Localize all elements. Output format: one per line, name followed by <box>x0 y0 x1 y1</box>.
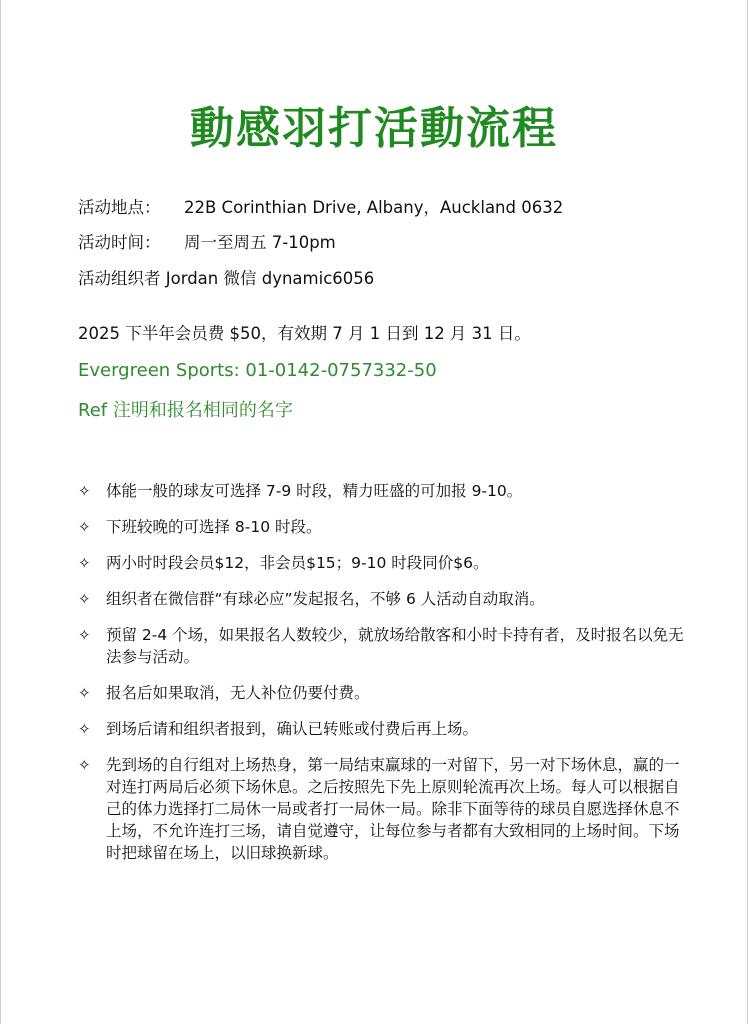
rule-item <box>78 682 693 704</box>
membership-fee-line: 2025 下半年会员费 $50，有效期 7 月 1 日到 12 月 31 日。 <box>78 324 531 343</box>
four-pointed-star-icon: ✧ <box>78 482 91 500</box>
rules-list <box>78 480 693 878</box>
reference-note-line: Ref 注明和报名相同的名字 <box>78 400 293 421</box>
rule-text: 体能一般的球友可选择 7-9 时段，精力旺盛的可加报 9-10。 <box>106 482 523 500</box>
bank-account-line: Evergreen Sports: 01-0142-0757332-50 <box>78 360 437 381</box>
four-pointed-star-icon: ✧ <box>78 626 91 644</box>
rule-item <box>78 516 693 538</box>
rule-text: 先到场的自行组对上场热身，第一局结束赢球的一对留下，另一对下场休息，赢的一对连打两局后必须下场休息。之后按照先下先上原则轮流再次上场。每人可以根据自己的体力选择打二局休一局或者打一局休一局。除非下面等待的球员自愿选择休息不上场，不允许连打三场，请自觉遵守，让每位参与者都有大致相同的上场时间。下场时把球留在场上，以旧球换新球。 <box>106 756 680 862</box>
rule-item <box>78 552 693 574</box>
time-label: 活动时间： <box>78 233 161 252</box>
location-label: 活动地点： <box>78 198 161 217</box>
rule-item <box>78 588 693 610</box>
location-value: 22B Corinthian Drive, Albany，Auckland 0632 <box>184 198 564 217</box>
location-line <box>78 198 563 218</box>
rule-text: 预留 2-4 个场，如果报名人数较少，就放场给散客和小时卡持有者，及时报名以免无法参与活动。 <box>106 626 684 666</box>
rule-text: 到场后请和组织者报到，确认已转账或付费后再上场。 <box>106 720 479 738</box>
four-pointed-star-icon: ✧ <box>78 756 91 774</box>
rule-item <box>78 718 693 740</box>
time-value: 周一至周五 7-10pm <box>184 233 336 252</box>
time-line <box>78 233 336 253</box>
page-title: 動感羽打活動流程 <box>190 103 558 154</box>
rule-text: 两小时时段会员$12，非会员$15；9-10 时段同价$6。 <box>106 554 489 572</box>
organizer-line: 活动组织者 Jordan 微信 dynamic6056 <box>78 269 375 288</box>
rule-text: 组织者在微信群“有球必应”发起报名，不够 6 人活动自动取消。 <box>106 590 545 608</box>
rule-item <box>78 624 693 668</box>
four-pointed-star-icon: ✧ <box>78 590 91 608</box>
rule-item <box>78 480 693 502</box>
rule-item <box>78 754 693 864</box>
four-pointed-star-icon: ✧ <box>78 518 91 536</box>
four-pointed-star-icon: ✧ <box>78 684 91 702</box>
rule-text: 报名后如果取消，无人补位仍要付费。 <box>106 684 370 702</box>
rule-text: 下班较晚的可选择 8-10 时段。 <box>106 518 322 536</box>
four-pointed-star-icon: ✧ <box>78 720 91 738</box>
four-pointed-star-icon: ✧ <box>78 554 91 572</box>
